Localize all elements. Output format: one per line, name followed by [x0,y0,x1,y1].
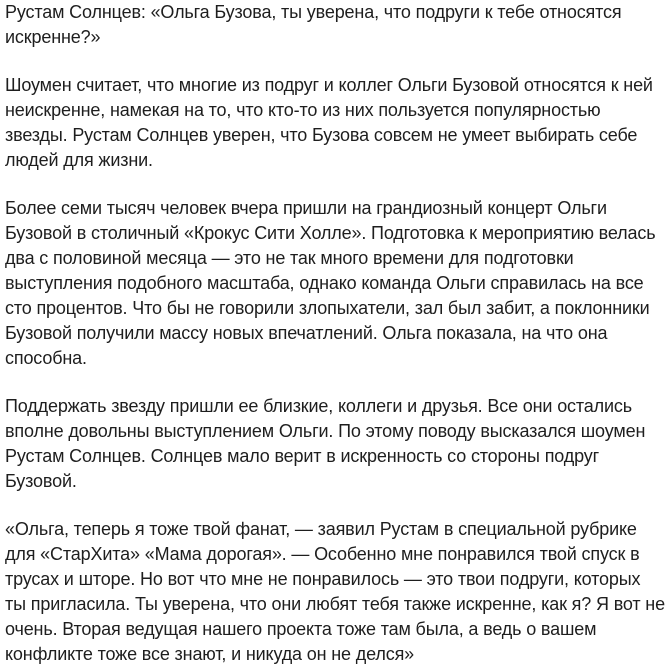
article-paragraph-4: «Ольга, теперь я тоже твой фанат, — заявил Рустам в специальной рубрике для «СтарХита» «Мама дорогая». — Особенно мне понравился твой спуск в трусах и шторе. Но вот что мне не понравилось — это твои подруги, которых ты пригласила. Ты уверена, что они любят тебя также искренне, как я? Я вот не очень. Вторая ведущая нашего проекта тоже там была, а ведь о вашем конфликте тоже все знают, и никуда он не делся» [5,519,665,664]
article-paragraph-3: Поддержать звезду пришли ее близкие, коллеги и друзья. Все они остались вполне довольны выступлением Ольги. По этому поводу высказался шоумен Рустам Солнцев. Солнцев мало верит в искренность со стороны подруг Бузовой. [5,396,646,491]
article-paragraph-1: Шоумен считает, что многие из подруг и коллег Ольги Бузовой относятся к ней неискренне, намекая на то, что кто-то из них пользуется популярностью звезды. Рустам Солнцев уверен, что Бузова совсем не умеет выбирать себе людей для жизни. [5,75,653,170]
article-title: Рустам Солнцев: «Ольга Бузова, ты уверена, что подруги к тебе относятся искренне?» [5,2,622,47]
article-paragraph-2: Более семи тысяч человек вчера пришли на грандиозный концерт Ольги Бузовой в столичный «Крокус Сити Холле». Подготовка к мероприятию велась два с половиной месяца — это не так много времени для подготовки выступления подобного масштаба, однако команда Ольги справилась на все сто процентов. Что бы не говорили злопыхатели, зал был забит, а поклонники Бузовой получили массу новых впечатлений. Ольга показала, на что она способна. [5,198,656,368]
